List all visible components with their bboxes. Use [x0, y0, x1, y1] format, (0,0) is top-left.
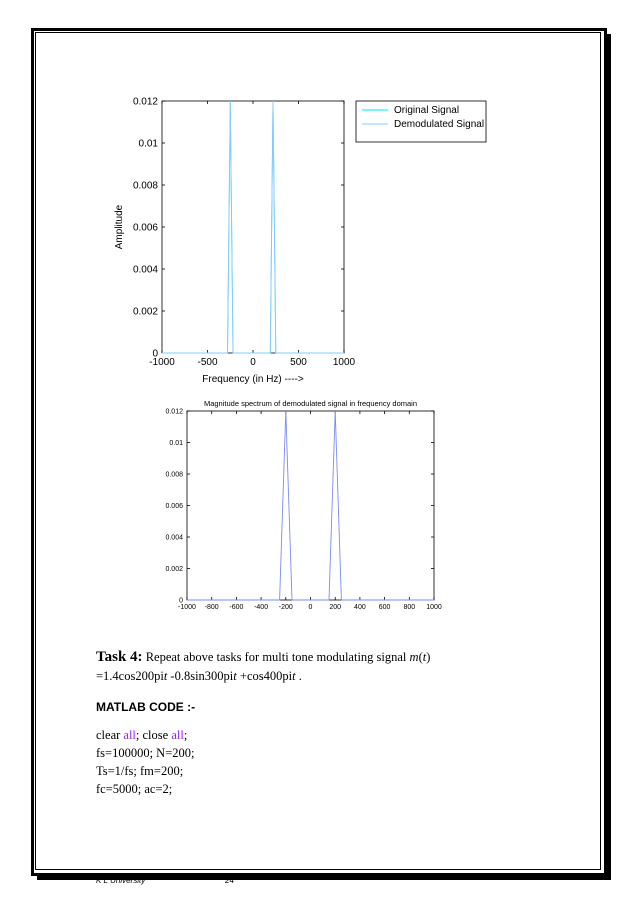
- matlab-code-block: [96, 726, 194, 798]
- task-t: t: [422, 650, 427, 664]
- footer-page-number: 24: [225, 876, 234, 885]
- x-tick-label: -1000: [178, 604, 196, 611]
- y-tick-label: 0.002: [165, 565, 183, 573]
- y-tick-label: 0.012: [132, 96, 158, 108]
- x-tick-label: -200: [278, 604, 293, 611]
- plot-area: [162, 101, 344, 353]
- code-line-3: Ts=1/fs; fm=200;: [96, 764, 184, 778]
- page-footer: [96, 876, 234, 885]
- equation-var-t2: t: [233, 669, 237, 683]
- equation-term-1: =1.4cos200pi: [96, 669, 164, 683]
- y-axis-label: Amplitude: [114, 204, 125, 250]
- code-keyword: all: [123, 728, 136, 742]
- spectrum-comparison-chart: [100, 90, 500, 390]
- y-tick-label: 0.006: [165, 502, 183, 510]
- plot-area: [187, 411, 434, 600]
- x-tick-label: 200: [329, 604, 342, 611]
- task-m: m: [409, 650, 419, 664]
- x-tick-label: 800: [403, 604, 416, 611]
- y-tick-label: 0: [152, 348, 158, 360]
- matlab-code-heading: MATLAB CODE :-: [96, 700, 196, 714]
- y-tick-label: 0.01: [169, 439, 183, 447]
- task-paren-close: ): [426, 650, 431, 664]
- x-tick-label: 500: [290, 357, 307, 368]
- x-tick-label: -500: [197, 357, 218, 368]
- equation-term-3: +cos400pi: [236, 669, 293, 683]
- task-4-paragraph: [96, 648, 576, 686]
- chart-title: Magnitude spectrum of demodulated signal in frequency domain: [203, 399, 418, 408]
- code-line-1: [96, 726, 194, 744]
- demodulated-spectrum-chart: [150, 392, 460, 620]
- x-tick-label: -400: [254, 604, 269, 611]
- x-tick-label: 0: [250, 357, 256, 368]
- footer-organization: K L University: [96, 876, 146, 885]
- x-tick-label: -800: [204, 604, 219, 611]
- task-text: Repeat above tasks for multi tone modulating signal: [142, 650, 410, 664]
- y-tick-label: 0.004: [165, 534, 183, 542]
- x-tick-label: 400: [354, 604, 366, 611]
- code-keyword: all: [171, 728, 184, 742]
- equation-var-t1: t: [163, 669, 168, 683]
- y-tick-label: 0.01: [138, 138, 158, 150]
- task-lead: Task 4:: [96, 649, 143, 665]
- y-tick-label: 0.008: [132, 180, 158, 192]
- y-tick-label: 0: [179, 597, 183, 605]
- code-line-2: fs=100000; N=200;: [96, 746, 195, 760]
- y-tick-label: 0.006: [132, 222, 158, 234]
- page-border-shadow-right: [607, 34, 611, 880]
- y-tick-label: 0.002: [132, 306, 158, 318]
- equation-term-2: -0.8sin300pi: [167, 669, 234, 683]
- x-tick-label: -1000: [149, 357, 175, 368]
- x-tick-label: 600: [378, 604, 391, 611]
- x-tick-label: 1000: [332, 357, 356, 368]
- code-token: ; close: [135, 728, 172, 742]
- y-tick-label: 0.012: [165, 408, 183, 416]
- task-paren-open: (: [418, 650, 423, 664]
- equation-var-t3: t: [292, 669, 296, 683]
- x-tick-label: 1000: [426, 604, 442, 611]
- legend-entry: Demodulated Signal: [394, 119, 485, 130]
- legend-entry: Original Signal: [394, 105, 460, 116]
- y-tick-label: 0.004: [132, 264, 158, 276]
- y-tick-label: 0.008: [165, 471, 183, 479]
- code-line-4: fc=5000; ac=2;: [96, 782, 173, 796]
- equation-end: .: [295, 669, 302, 683]
- x-tick-label: 0: [308, 604, 313, 611]
- x-tick-label: -600: [229, 604, 244, 611]
- code-token: ;: [183, 728, 188, 742]
- code-token: clear: [96, 728, 124, 742]
- x-axis-label: Frequency (in Hz) ---->: [202, 374, 304, 385]
